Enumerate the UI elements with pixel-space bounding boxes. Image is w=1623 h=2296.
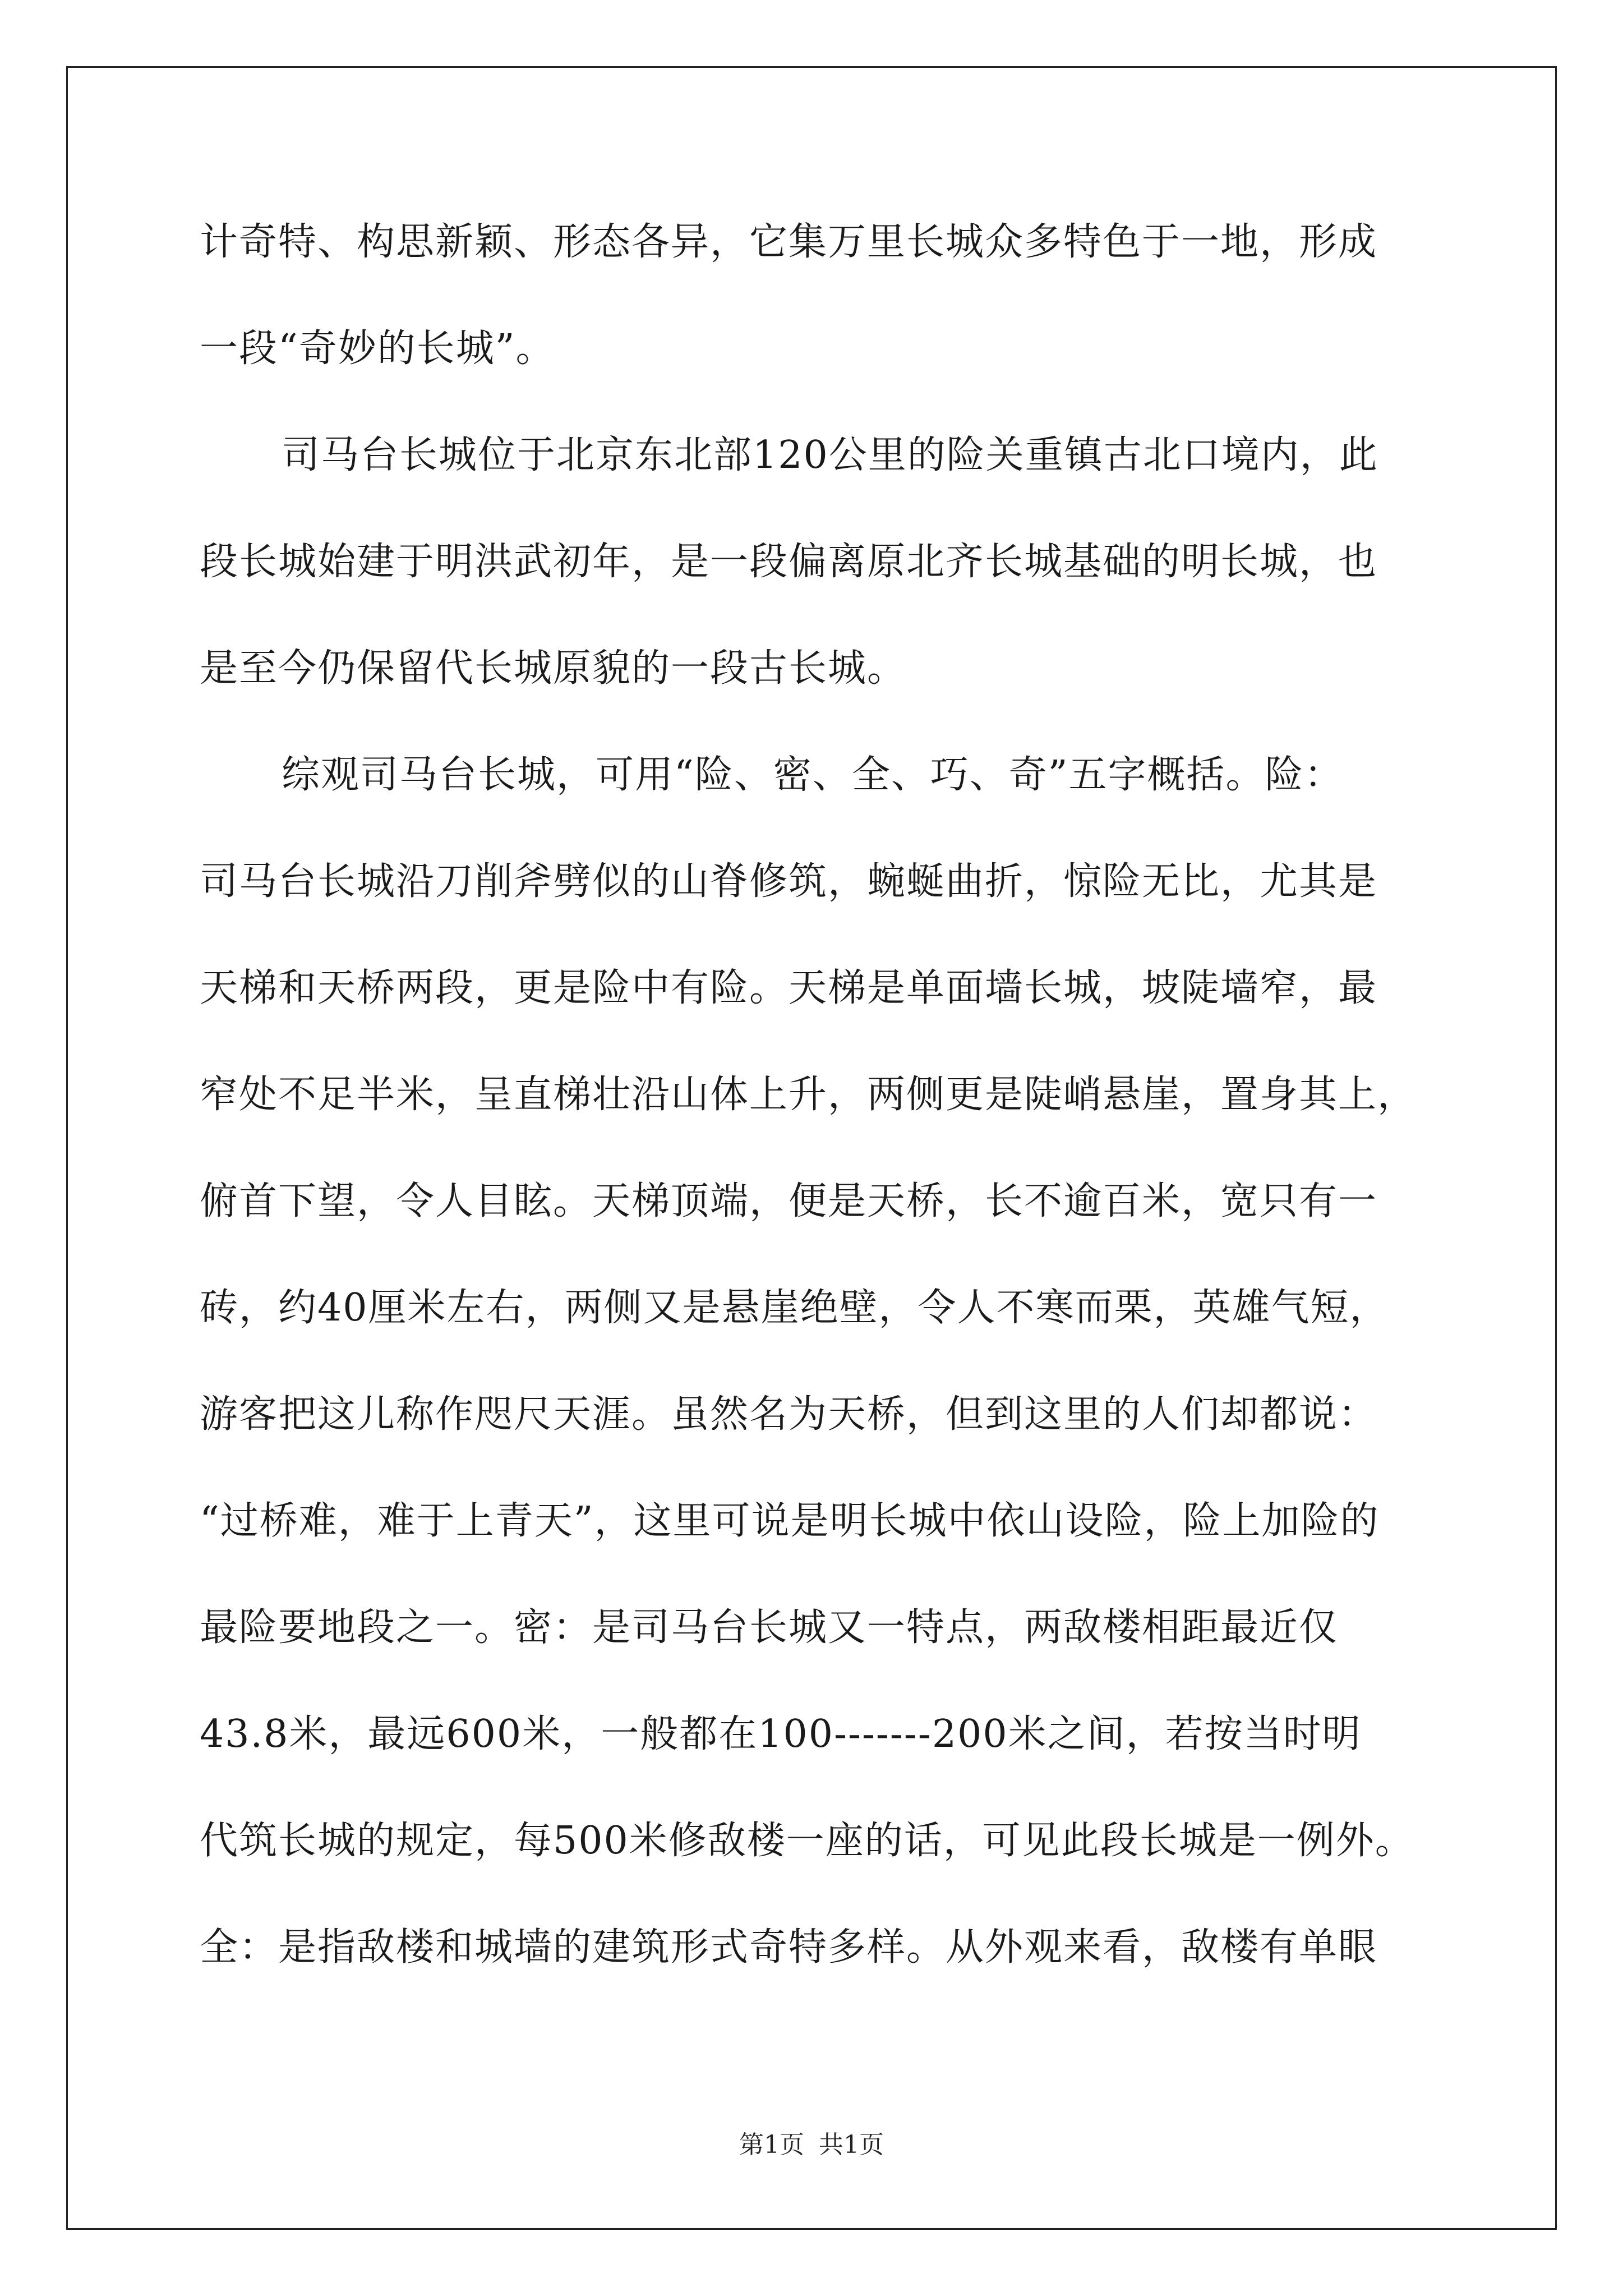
paragraph-start-line: 综观司马台长城，可用“险、密、全、巧、奇”五字概括。险： [282,753,1344,797]
text-line: 砖，约40厘米左右，两侧又是悬崖绝壁，令人不寒而栗，英雄气短， [200,1286,1389,1330]
paragraph-start-line: 司马台长城位于北京东北部120公里的险关重镇古北口境内，此 [282,433,1378,477]
text-line: 是至今仍保留代长城原貌的一段古长城。 [200,646,907,691]
text-line: 最险要地段之一。密：是司马台长城又一特点，两敌楼相距最近仅 [200,1605,1339,1650]
page-number-total: 共1页 [819,2131,884,2159]
page-border [66,66,1557,2230]
text-line: 一段“奇妙的长城”。 [200,326,555,371]
text-line: 段长城始建于明洪武初年，是一段偏离原北齐长城基础的明长城，也 [200,540,1378,584]
text-line: 43.8米，最远600米，一般都在100-------200米之间，若按当时明 [200,1712,1362,1756]
text-line: “过桥难，难于上青天”，这里可说是明长城中依山设险，险上加险的 [200,1499,1380,1543]
page-number-current: 第1页 [739,2131,804,2159]
text-line: 司马台长城沿刀削斧劈似的山脊修筑，蜿蜒曲折，惊险无比，尤其是 [200,859,1378,904]
text-line: 天梯和天桥两段，更是险中有险。天梯是单面墙长城，坡陡墙窄，最 [200,966,1378,1010]
text-line: 游客把这儿称作咫尺天涯。虽然名为天桥，但到这里的人们却都说： [200,1392,1378,1437]
page-footer [0,2124,1623,2160]
text-line: 俯首下望，令人目眩。天梯顶端，便是天桥，长不逾百米，宽只有一 [200,1179,1378,1223]
text-line: 窄处不足半米，呈直梯壮沿山体上升，两侧更是陡峭悬崖，置身其上， [200,1073,1417,1117]
text-line: 全：是指敌楼和城墙的建筑形式奇特多样。从外观来看，敌楼有单眼 [200,1925,1378,1970]
text-line: 计奇特、构思新颖、形态各异，它集万里长城众多特色于一地，形成 [200,220,1378,264]
text-line: 代筑长城的规定，每500米修敌楼一座的话，可见此段长城是一例外。 [200,1819,1414,1863]
